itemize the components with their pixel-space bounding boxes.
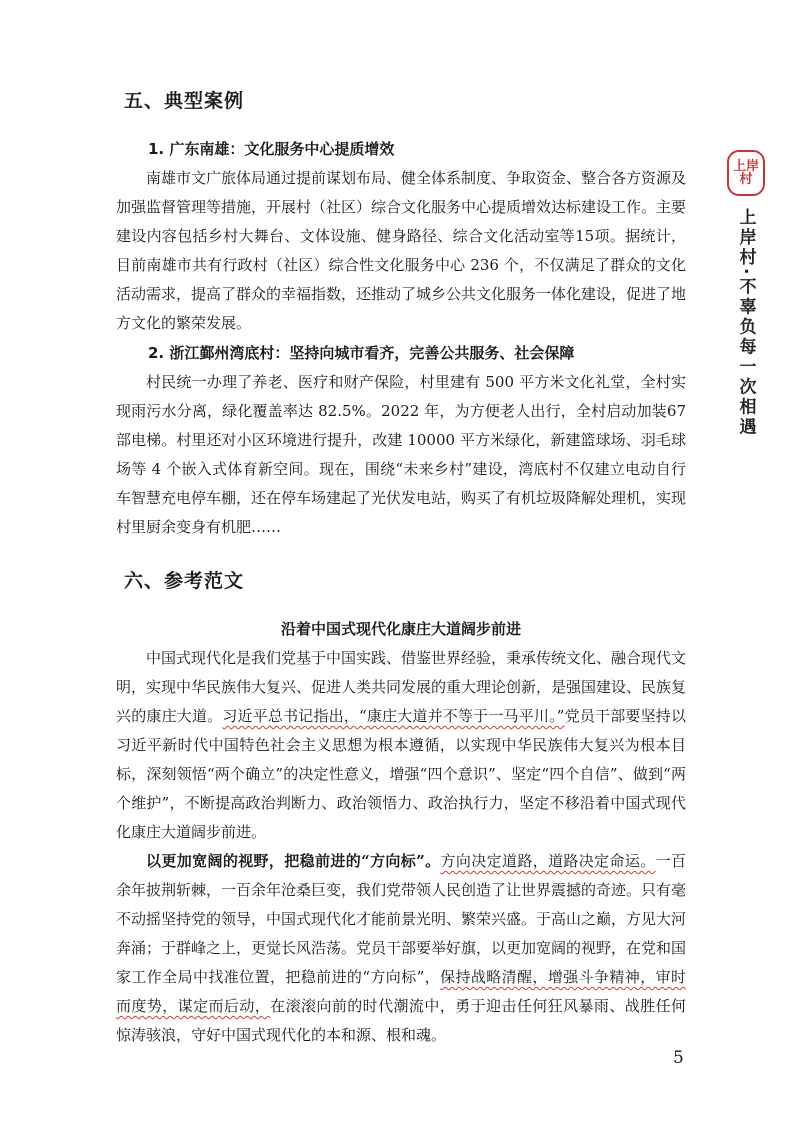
case2-body: 村民统一办理了养老、医疗和财产保险，村里建有 500 平方米文化礼堂，全村实现雨污水分离，绿化覆盖率达 82.5%。2022 年，为方便老人出行，全村启动加装67 部电梯。村里还对小区环境进行提升，改建 10000 平方米绿化，新建篮球场、羽毛球场等 4 个嵌入式体育新空间。现在，围绕“未来乡村”建设，湾底村不仅建立电动自行车智慧充电停车棚，还在停车场建起了光伏发电站，购买了有机垃圾降解处理机，实现村里厨余变身有机肥…… xyxy=(116,373,687,536)
seal-text-top: 上岸 xyxy=(732,159,759,174)
essay-p2-text: 一百余年披荆斩棘，一百余年沧桑巨变，我们党带领人民创造了让世界震撼的奇迹。只有毫不动摇坚持党的领导，中国式现代化才能前景光明、繁荣兴盛。于高山之巅，方见大河奔涌；于群峰之上，更觉长风浩荡。党员干部要举好旗，以更加宽阔的视野，在党和国家工作全局中找准位置，把稳前进的“方向标”， xyxy=(116,852,687,986)
essay-paragraph-2 xyxy=(116,847,686,1050)
village-seal-icon xyxy=(727,150,765,196)
section-heading-sample-essay: 六、参考范文 xyxy=(124,570,245,592)
side-banner xyxy=(726,150,766,437)
essay-p2-underlined-1: 方向决定道路，道路决定命运。 xyxy=(440,852,656,870)
essay-p2-bold-lead: 以更加宽阔的视野，把稳前进的“方向标”。 xyxy=(146,852,441,870)
case1-title: 1. 广东南雄：文化服务中心提质增效 xyxy=(148,140,395,158)
essay-p1-rest: 党员干部要坚持以习近平新时代中国特色社会主义思想为根本遵循，以实现中华民族伟大复兴为根本目标，深刻领悟“两个确立”的决定性意义，增强“四个意识”、坚定“四个自信”、做到“两个维护”，不断提高政治判断力、政治领悟力、政治执行力，坚定不移沿着中国式现代化康庄大道阔步前进。 xyxy=(116,707,686,841)
case2-title: 2. 浙江鄞州湾底村：坚持向城市看齐，完善公共服务、社会保障 xyxy=(148,344,575,362)
section-heading-cases: 五、典型案例 xyxy=(124,90,245,112)
essay-paragraph-1 xyxy=(116,644,686,847)
essay-p2-underlined-2: 保持战略清醒，增强斗争精神，审时而度势，谋定而后动， xyxy=(116,968,686,1015)
page-number: 5 xyxy=(673,1048,684,1068)
essay-title: 沿着中国式现代化康庄大道阔步前进 xyxy=(280,620,521,638)
main-content xyxy=(116,88,686,1050)
case1-body: 南雄市文广旅体局通过提前谋划布局、健全体系制度、争取资金、整合各方资源及加强监督管理等措施，开展村（社区）综合文化服务中心提质增效达标建设工作。主要建设内容包括乡村大舞台、文体设施、健身路径、综合文化活动室等15项。据统计，目前南雄市共有行政村（社区）综合性文化服务中心 236 个，不仅满足了群众的文化活动需求，提高了群众的幸福指数，还推动了城乡公共文化服务一体化建设，促进了地方文化的繁荣发展。 xyxy=(116,169,687,332)
essay-p2-end: 在滚滚向前的时代潮流中，勇于迎击任何狂风暴雨、战胜任何惊涛骇浪，守好中国式现代化的本和源、根和魂。 xyxy=(116,997,686,1044)
essay-p1-text: 中国式现代化是我们党基于中国实践、借鉴世界经验，秉承传统文化、融合现代文明，实现中华民族伟大复兴、促进人类共同发展的重大理论创新，是强国建设、民族复兴的康庄大道。 xyxy=(116,649,687,725)
essay-p1-quote-underlined: 习近平总书记指出，“康庄大道并不等于一马平川。” xyxy=(222,707,565,725)
seal-text-bottom: 村 xyxy=(739,172,753,187)
side-vertical-slogan: 上岸村·不辜负每一次相遇 xyxy=(735,208,756,438)
